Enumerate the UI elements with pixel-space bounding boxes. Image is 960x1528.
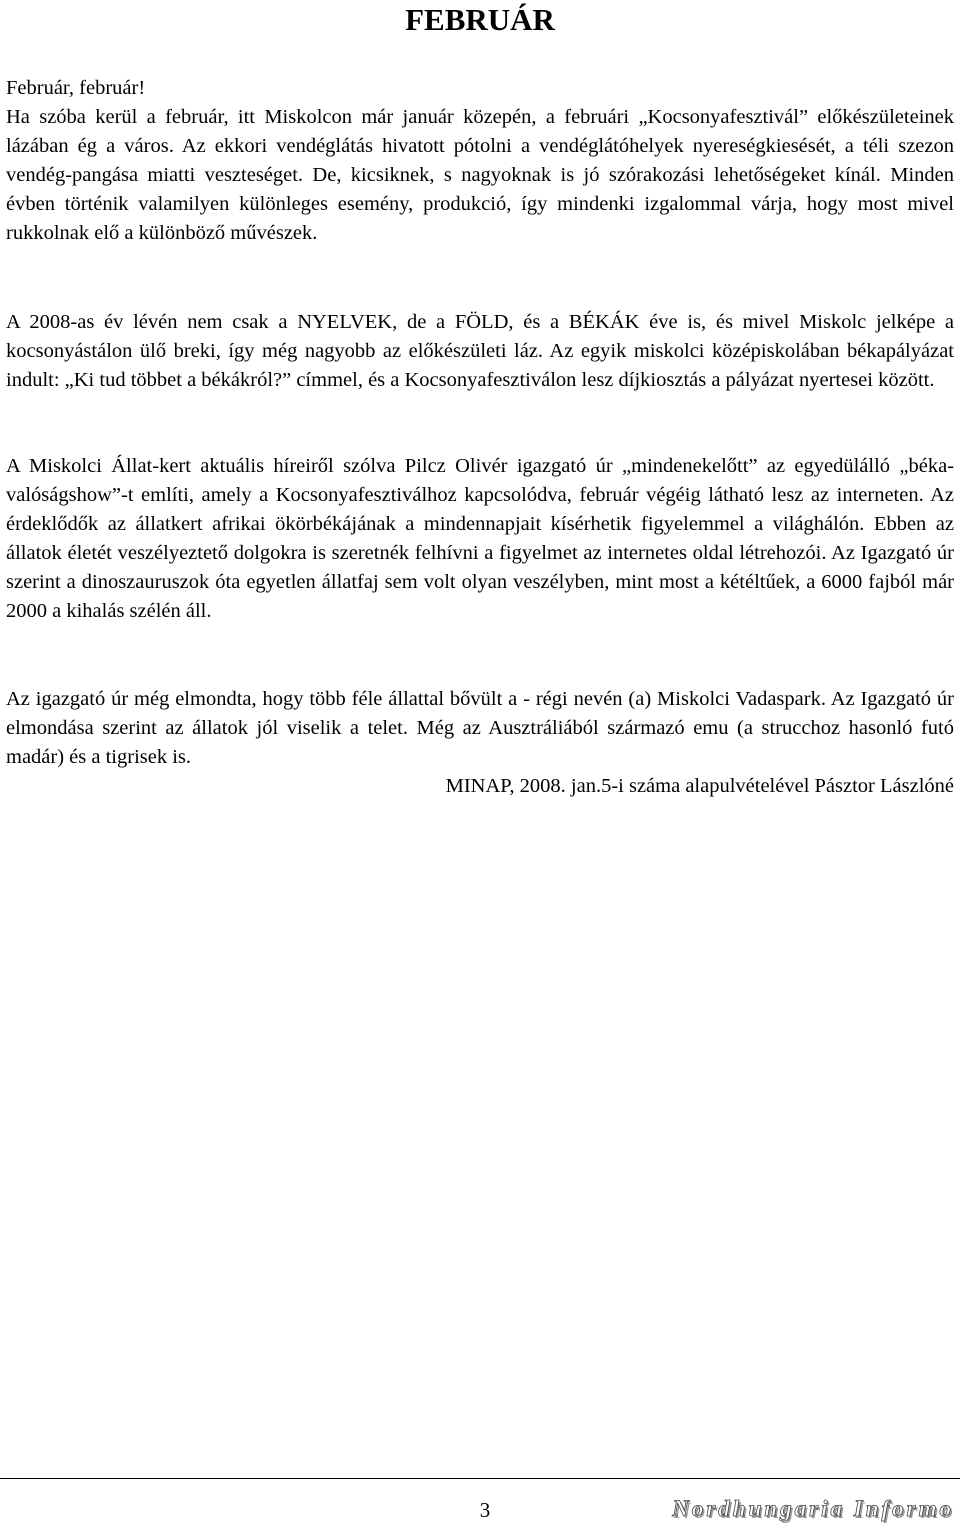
page-title: FEBRUÁR bbox=[405, 2, 555, 37]
source-signature: MINAP, 2008. jan.5-i száma alapulvételével Pásztor Lászlóné bbox=[445, 775, 954, 797]
intro-paragraph: Ha szóba kerül a február, itt Miskolcon már január közepén, a februári „Kocsonyafesztivál” előkészületeinek lázában ég a város. Az ekkori vendéglátás hivatott pótolni a vendéglátóhelyek nyereségkiesését, a téli szezon vendég-pangása miatti veszteséget. De, kicsiknek, s nagyoknak is jó szórakozási lehetőségeket kínál. Minden évben történik valamilyen különleges esemény, produkció, így mindenki izgalommal várja, hogy most mivel rukkolnak elő a különböző művészek. bbox=[6, 106, 954, 244]
intro-greeting: Február, február! bbox=[6, 77, 146, 99]
footer-logo: Nordhungaria Informo bbox=[672, 1496, 954, 1521]
paragraph-2008: A 2008-as év lévén nem csak a NYELVEK, de a FÖLD, és a BÉKÁK éve is, és mivel Miskolc jelképe a kocsonyástálon ülő breki, így még nagyobb az előkészületi láz. Az egyik miskolci középiskolában békapályázat indult: „Ki tud többet a békákról?” címmel, és a Kocsonyafesztiválon lesz díjkiosztás a pályázat nyertesei között. bbox=[6, 311, 954, 391]
paragraph-director: Az igazgató úr még elmondta, hogy több féle állattal bővült a - régi nevén (a) Miskolci Vadaspark. Az Igazgató úr elmondása szerint az állatok jól viselik a telet. Még az Ausztráliából származó emu (a strucchoz hasonló futó madár) és a tigrisek is. bbox=[6, 688, 954, 768]
footer-divider bbox=[0, 1478, 960, 1479]
page-number: 3 bbox=[479, 1498, 491, 1522]
paragraph-zoo-news: A Miskolci Állat-kert aktuális híreiről szólva Pilcz Olivér igazgató úr „mindenekelőtt” az egyedülálló „béka-valóságshow”-t említi, amely a Kocsonyafesztiválhoz kapcsolódva, február végéig látható lesz az interneten. Az érdeklődők az állatkert afrikai ökörbékájának a mindennapjait kísérhetik figyelemmel a világhálón. Ebben az állatok életét veszélyeztető dolgokra is szeretnék felhívni a figyelmet az internetes oldal létrehozói. Az Igazgató úr szerint a dinoszauruszok óta egyetlen állatfaj sem volt olyan veszélyben, mint most a kétéltűek, a 6000 fajból már 2000 a kihalás szélén áll. bbox=[6, 455, 954, 622]
intro-block bbox=[6, 74, 954, 248]
